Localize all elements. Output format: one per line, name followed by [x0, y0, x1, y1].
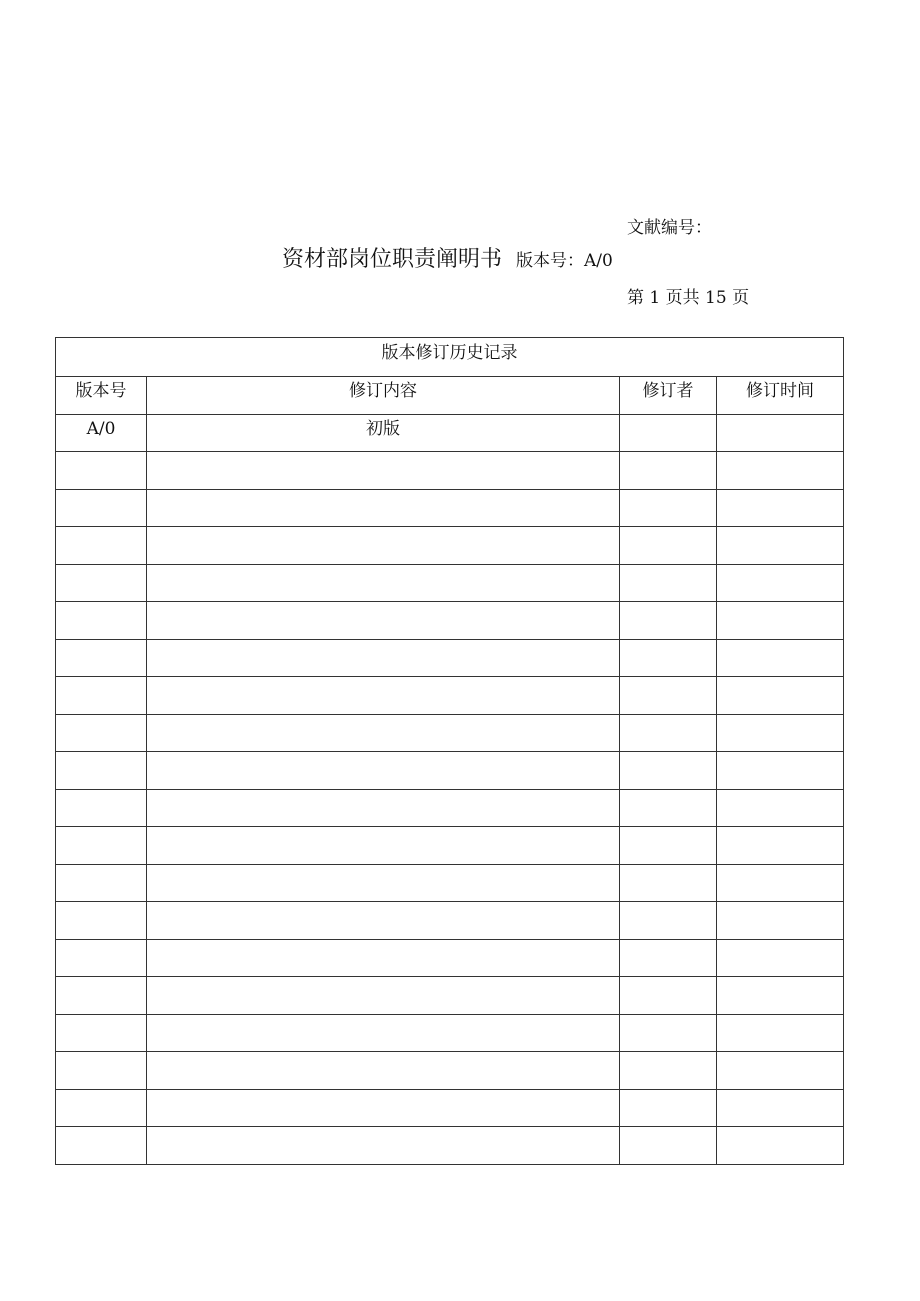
reviser-cell [620, 752, 717, 790]
version-cell [56, 752, 147, 790]
reviser-cell [620, 902, 717, 940]
table-row [56, 564, 844, 602]
date-cell [717, 902, 844, 940]
date-cell [717, 527, 844, 565]
column-header-date: 修订时间 [717, 377, 844, 415]
date-cell [717, 714, 844, 752]
table-row [56, 977, 844, 1015]
reviser-cell [620, 527, 717, 565]
table-row [56, 527, 844, 565]
table-row [56, 902, 844, 940]
date-cell [717, 489, 844, 527]
reviser-cell [620, 564, 717, 602]
table-row [56, 939, 844, 977]
column-header-reviser: 修订者 [620, 377, 717, 415]
version-cell [56, 977, 147, 1015]
content-cell [147, 902, 620, 940]
content-cell [147, 789, 620, 827]
content-cell [147, 1127, 620, 1165]
date-cell [717, 752, 844, 790]
content-cell [147, 1089, 620, 1127]
reviser-cell [620, 1089, 717, 1127]
reviser-cell [620, 939, 717, 977]
version-cell [56, 489, 147, 527]
content-cell [147, 714, 620, 752]
reviser-cell [620, 977, 717, 1015]
table-row [56, 1014, 844, 1052]
table-row [56, 414, 844, 452]
content-cell [147, 489, 620, 527]
document-title: 资材部岗位职责阐明书 [282, 247, 503, 272]
content-cell [147, 977, 620, 1015]
table-row [56, 864, 844, 902]
version-cell [56, 902, 147, 940]
version-cell [56, 1014, 147, 1052]
title-line [282, 244, 613, 277]
content-cell [147, 602, 620, 640]
content-cell [147, 677, 620, 715]
version-cell [56, 602, 147, 640]
column-header-content: 修订内容 [147, 377, 620, 415]
table-row [56, 752, 844, 790]
reviser-cell [620, 1052, 717, 1090]
column-header-version: 版本号 [56, 377, 147, 415]
reviser-cell [620, 827, 717, 865]
content-cell [147, 827, 620, 865]
version-cell [56, 1052, 147, 1090]
table-body [56, 414, 844, 1164]
table-row [56, 677, 844, 715]
version-number: 版本号：A/0 [516, 251, 613, 271]
content-cell [147, 639, 620, 677]
version-cell [56, 1089, 147, 1127]
version-cell [56, 789, 147, 827]
date-cell [717, 639, 844, 677]
table-row [56, 1127, 844, 1165]
content-cell [147, 939, 620, 977]
version-cell [56, 452, 147, 490]
date-cell [717, 1052, 844, 1090]
content-cell [147, 452, 620, 490]
date-cell [717, 939, 844, 977]
reviser-cell [620, 789, 717, 827]
content-cell [147, 752, 620, 790]
version-cell [56, 527, 147, 565]
reviser-cell [620, 639, 717, 677]
date-cell [717, 1014, 844, 1052]
page-count: 第 1 页共 15 页 [627, 288, 750, 308]
table-row [56, 602, 844, 640]
reviser-cell [620, 677, 717, 715]
document-number-label: 文献编号： [627, 218, 712, 238]
date-cell [717, 827, 844, 865]
reviser-cell [620, 1127, 717, 1165]
content-cell [147, 864, 620, 902]
version-cell [56, 677, 147, 715]
version-cell: A/0 [56, 414, 147, 452]
version-cell [56, 639, 147, 677]
date-cell [717, 864, 844, 902]
date-cell [717, 414, 844, 452]
revision-history-table [55, 337, 844, 1165]
table-row [56, 714, 844, 752]
table-row [56, 639, 844, 677]
reviser-cell [620, 1014, 717, 1052]
table-header-row [56, 377, 844, 415]
table-caption-row [56, 338, 844, 377]
table-row [56, 1089, 844, 1127]
content-cell [147, 1014, 620, 1052]
reviser-cell [620, 602, 717, 640]
date-cell [717, 789, 844, 827]
content-cell [147, 1052, 620, 1090]
date-cell [717, 977, 844, 1015]
reviser-cell [620, 489, 717, 527]
version-cell [56, 1127, 147, 1165]
date-cell [717, 1089, 844, 1127]
version-cell [56, 827, 147, 865]
reviser-cell [620, 864, 717, 902]
date-cell [717, 452, 844, 490]
table-row [56, 789, 844, 827]
table-row [56, 1052, 844, 1090]
content-cell [147, 527, 620, 565]
table-caption: 版本修订历史记录 [56, 338, 844, 377]
reviser-cell [620, 414, 717, 452]
table-row [56, 489, 844, 527]
reviser-cell [620, 714, 717, 752]
version-cell [56, 564, 147, 602]
content-cell: 初版 [147, 414, 620, 452]
date-cell [717, 677, 844, 715]
date-cell [717, 1127, 844, 1165]
version-cell [56, 864, 147, 902]
content-cell [147, 564, 620, 602]
reviser-cell [620, 452, 717, 490]
table-row [56, 827, 844, 865]
version-cell [56, 939, 147, 977]
version-cell [56, 714, 147, 752]
table-row [56, 452, 844, 490]
date-cell [717, 602, 844, 640]
date-cell [717, 564, 844, 602]
